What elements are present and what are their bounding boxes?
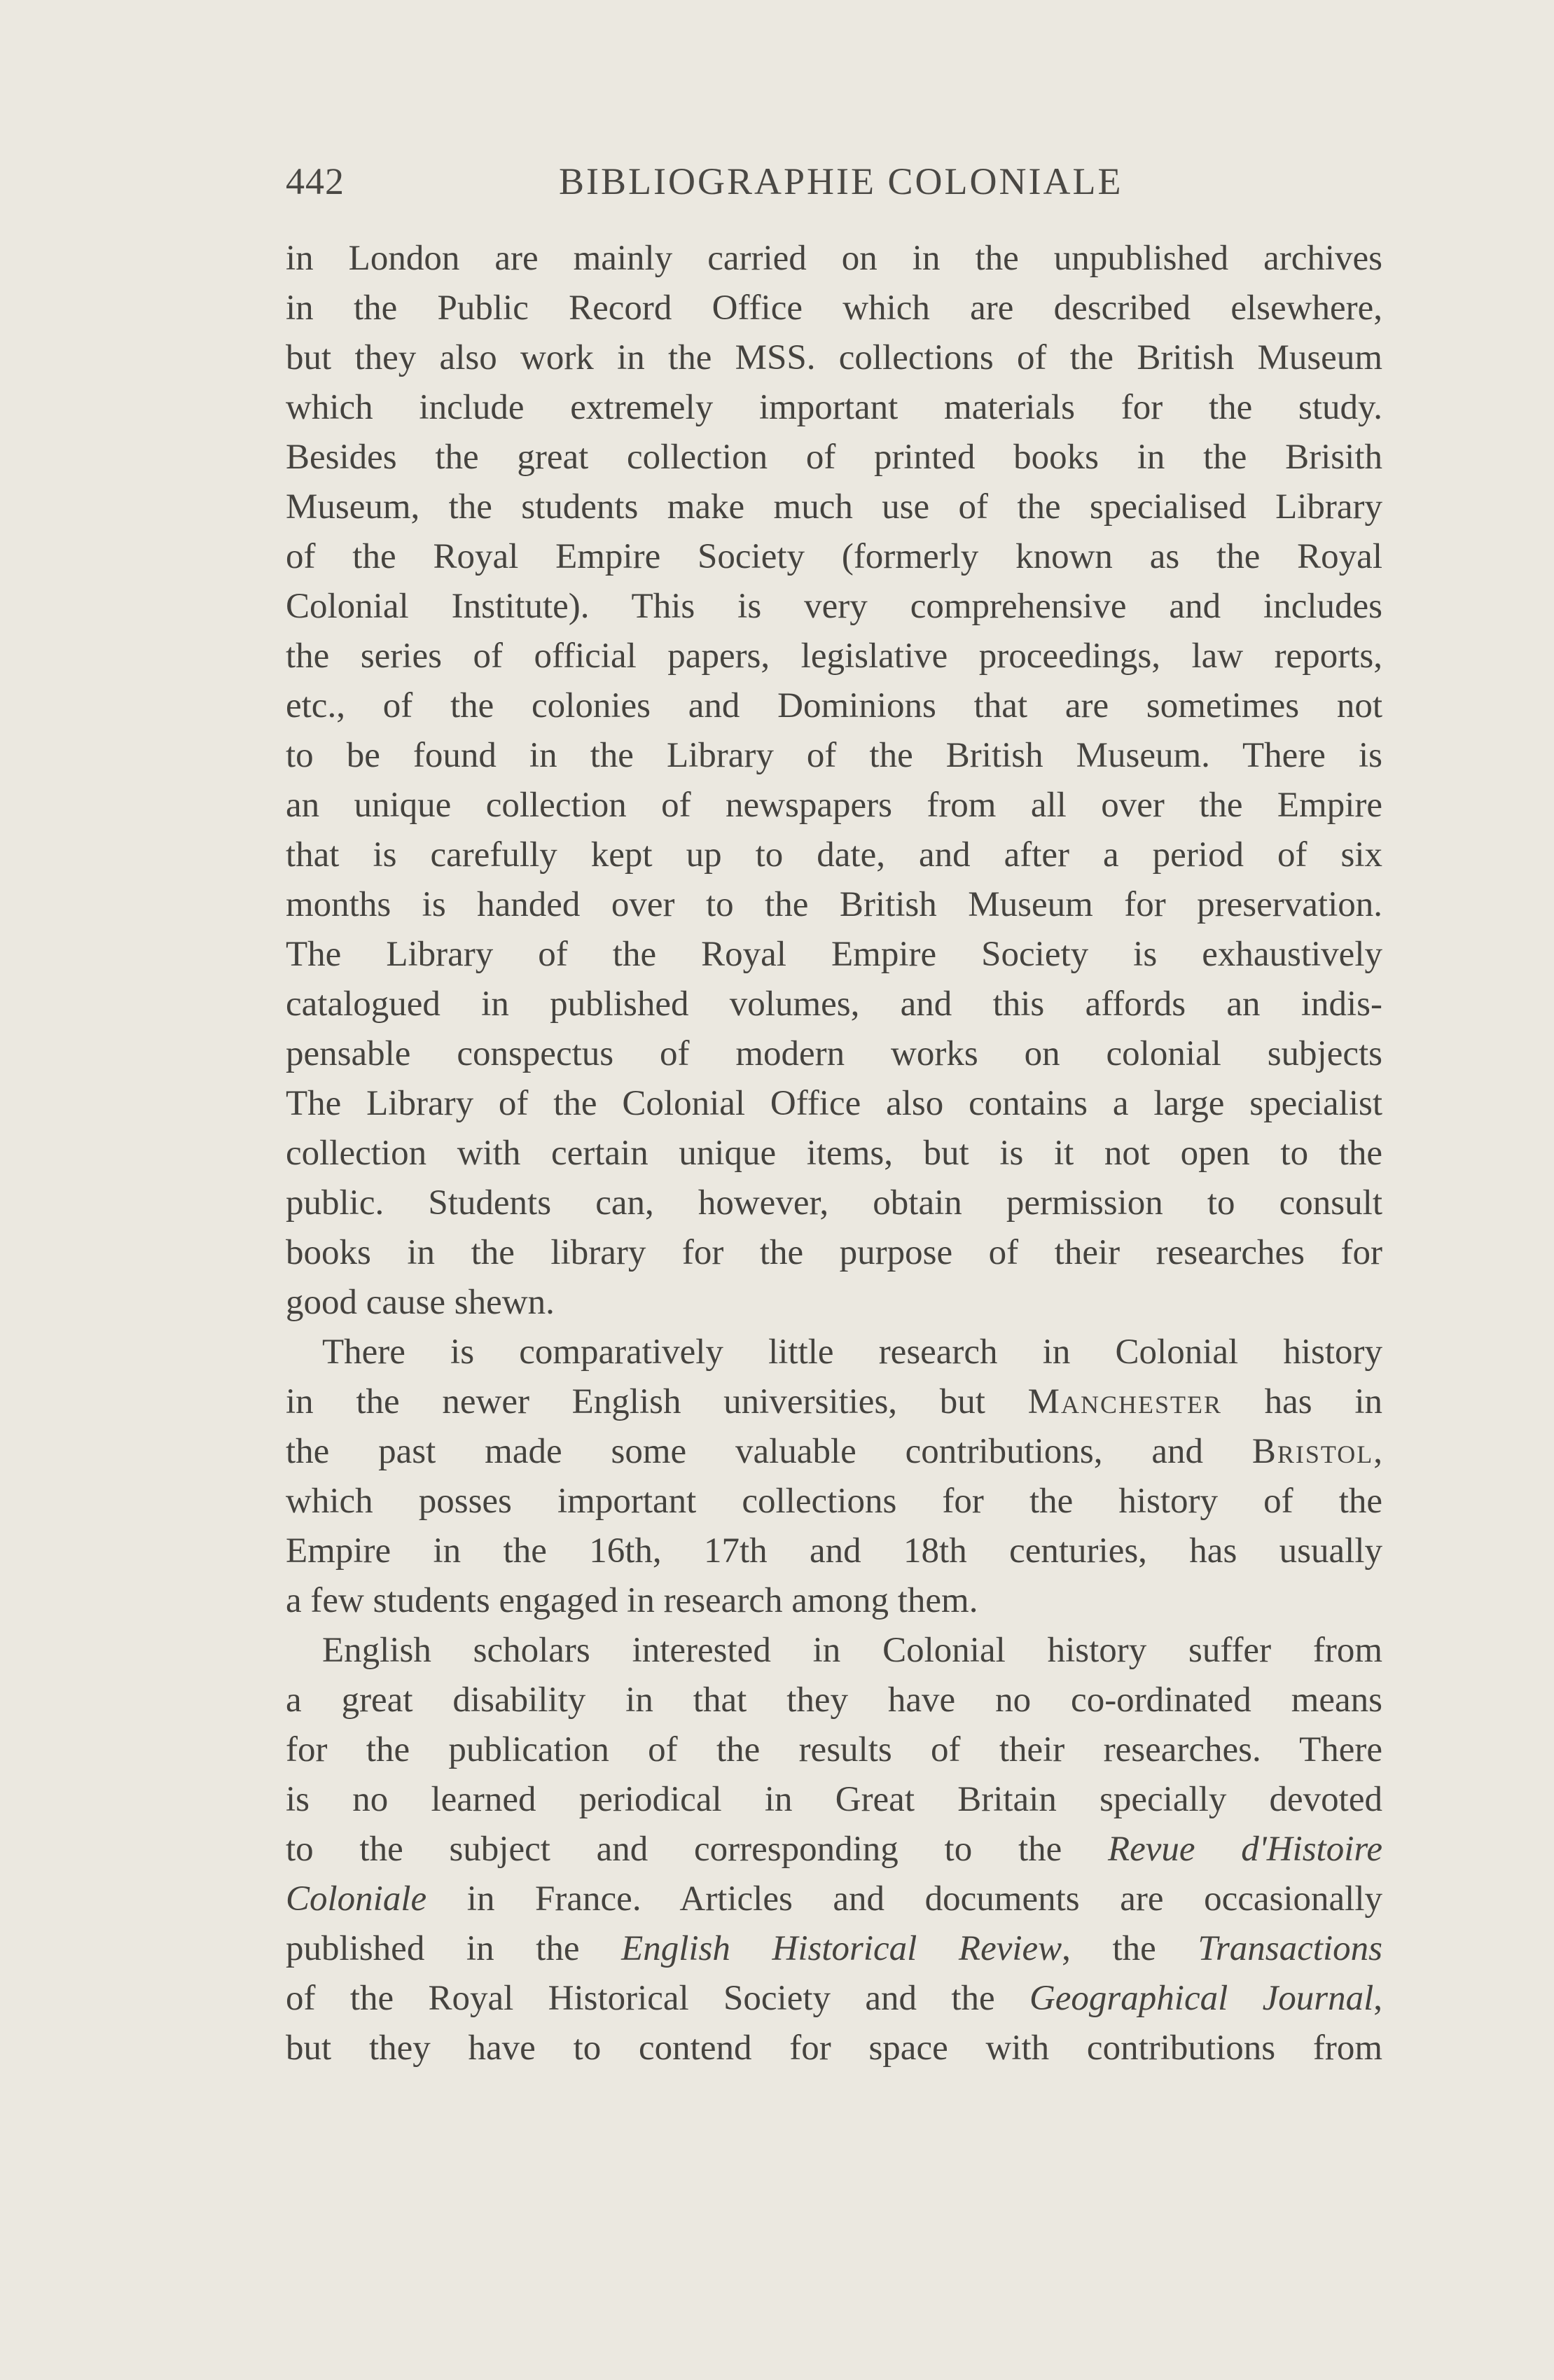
text-run: published in the (286, 1929, 622, 1968)
text-line: is no learned periodical in Great Britain specially devoted (286, 1780, 1382, 1819)
text-line: but they also work in the MSS. collections of the British Museum (286, 338, 1382, 377)
journal-title: Coloniale (286, 1879, 427, 1919)
text-line: which posses important collections for the history of the (286, 1482, 1382, 1521)
text-line: in the Public Record Office which are described elsewhere, (286, 288, 1382, 328)
text-line: good cause shewn. (286, 1283, 555, 1322)
journal-title: Revue d'Histoire (1108, 1830, 1382, 1869)
place-name-smallcaps: Manchester (1027, 1382, 1222, 1421)
text-line: Empire in the 16th, 17th and 18th centuries, has usually (286, 1531, 1382, 1571)
text-line (286, 1427, 1382, 1477)
text-line: catalogued in published volumes, and this affords an indis- (286, 984, 1382, 1024)
text-line: of the Royal Empire Society (formerly known as the Royal (286, 537, 1382, 576)
text-line: in London are mainly carried on in the unpublished archives (286, 239, 1382, 278)
text-run: of the Royal Historical Society and the (286, 1979, 1029, 2018)
text-line: There is comparatively little research in Colonial history (322, 1332, 1382, 1372)
text-line: The Library of the Royal Empire Society is exhaustively (286, 935, 1382, 974)
text-line (286, 1924, 1382, 1974)
text-line: that is carefully kept up to date, and after a period of six (286, 835, 1382, 875)
text-line: which include extremely important materials for the study. (286, 388, 1382, 427)
text-run: in France. Articles and documents are occasionally (426, 1879, 1382, 1919)
text-line: pensable conspectus of modern works on colonial subjects (286, 1034, 1382, 1073)
text-line: English scholars interested in Colonial history suffer from (322, 1631, 1382, 1670)
text-line (286, 1377, 1382, 1427)
page-number: 442 (286, 160, 345, 202)
place-name-smallcaps: Bristol (1251, 1432, 1374, 1471)
journal-title: Geographical Journal (1029, 1979, 1374, 2018)
text-run: , (1373, 1432, 1382, 1471)
text-line (286, 1874, 1382, 1924)
journal-title: English Historical Review (621, 1929, 1062, 1968)
text-line: collection with certain unique items, but is it not open to the (286, 1134, 1382, 1173)
text-run: has in (1221, 1382, 1383, 1421)
text-line: books in the library for the purpose of their researches for (286, 1233, 1382, 1272)
text-line: a few students engaged in research among them. (286, 1581, 978, 1620)
text-line: etc., of the colonies and Dominions that are sometimes not (286, 686, 1382, 725)
journal-title: Transactions (1198, 1929, 1382, 1968)
text-line (286, 1974, 1382, 2024)
text-line: Colonial Institute). This is very comprehensive and includes (286, 587, 1382, 626)
text-line: for the publication of the results of their researches. There (286, 1730, 1382, 1769)
text-line: Museum, the students make much use of the specialised Library (286, 487, 1382, 527)
text-line: to be found in the Library of the British Museum. There is (286, 736, 1382, 775)
body-text (286, 234, 1382, 2073)
text-line (286, 1825, 1382, 1874)
text-run: in the newer English universities, but (286, 1382, 1028, 1421)
text-line: the series of official papers, legislative proceedings, law reports, (286, 636, 1382, 676)
text-run: the past made some valuable contributions, and (286, 1432, 1252, 1471)
text-line: months is handed over to the British Museum for preservation. (286, 885, 1382, 924)
running-title: BIBLIOGRAPHIE COLONIALE (559, 160, 1123, 202)
text-run: , (1373, 1979, 1382, 2018)
text-line: an unique collection of newspapers from all over the Empire (286, 786, 1382, 825)
text-line: but they have to contend for space with contributions from (286, 2028, 1382, 2068)
text-line: The Library of the Colonial Office also contains a large specialist (286, 1084, 1382, 1123)
text-run: to the subject and corresponding to the (286, 1830, 1108, 1869)
text-line: Besides the great collection of printed books in the Brisith (286, 438, 1382, 477)
running-head (286, 160, 1382, 210)
text-line: a great disability in that they have no co-ordinated means (286, 1680, 1382, 1720)
text-line: public. Students can, however, obtain permission to consult (286, 1183, 1382, 1223)
text-run: , the (1062, 1929, 1198, 1968)
